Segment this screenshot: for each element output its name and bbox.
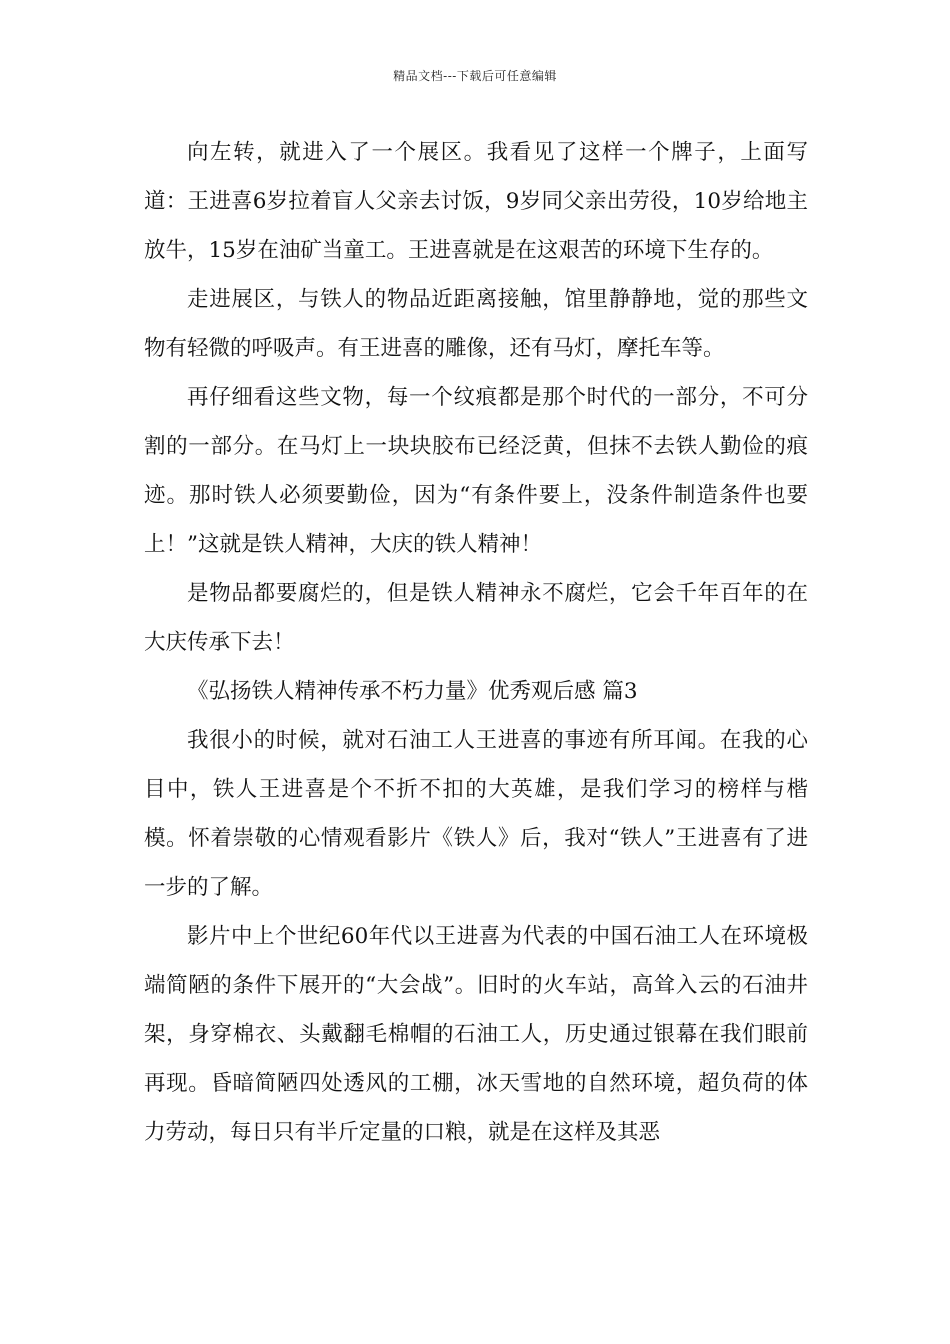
document-body xyxy=(144,128,808,1157)
paragraph-2: 走进展区，与铁人的物品近距离接触，馆里静静地，觉的那些文物有轻微的呼吸声。有王进喜的雕像，还有马灯，摩托车等。 xyxy=(144,287,808,361)
page-header: 精品文档---下载后可任意编辑 xyxy=(393,69,557,83)
section-heading: 《弘扬铁人精神传承不朽力量》优秀观后感 篇3 xyxy=(187,679,638,704)
paragraph-4: 是物品都要腐烂的，但是铁人精神永不腐烂，它会千年百年的在大庆传承下去！ xyxy=(144,581,808,655)
paragraph-1: 向左转，就进入了一个展区。我看见了这样一个牌子，上面写道：王进喜6岁拉着盲人父亲去讨饭，9岁同父亲出劳役，10岁给地主放牛，15岁在油矿当童工。王进喜就是在这艰苦的环境下生存的。 xyxy=(144,140,808,263)
paragraph-6: 影片中上个世纪60年代以王进喜为代表的中国石油工人在环境极端简陋的条件下展开的“大会战”。旧时的火车站，高耸入云的石油井架，身穿棉衣、头戴翻毛棉帽的石油工人，历史通过银幕在我们眼前再现。昏暗简陋四处透风的工棚，冰天雪地的自然环境，超负荷的体力劳动，每日只有半斤定量的口粮，就是在这样及其恶 xyxy=(144,924,808,1145)
paragraph-3: 再仔细看这些文物，每一个纹痕都是那个时代的一部分，不可分割的一部分。在马灯上一块块胶布已经泛黄，但抹不去铁人勤俭的痕迹。那时铁人必须要勤俭，因为“有条件要上，没条件制造条件也要上！”这就是铁人精神，大庆的铁人精神！ xyxy=(144,385,808,557)
paragraph-5: 我很小的时候，就对石油工人王进喜的事迹有所耳闻。在我的心目中，铁人王进喜是个不折不扣的大英雄，是我们学习的榜样与楷模。怀着崇敬的心情观看影片《铁人》后，我对“铁人”王进喜有了进一步的了解。 xyxy=(144,728,808,900)
